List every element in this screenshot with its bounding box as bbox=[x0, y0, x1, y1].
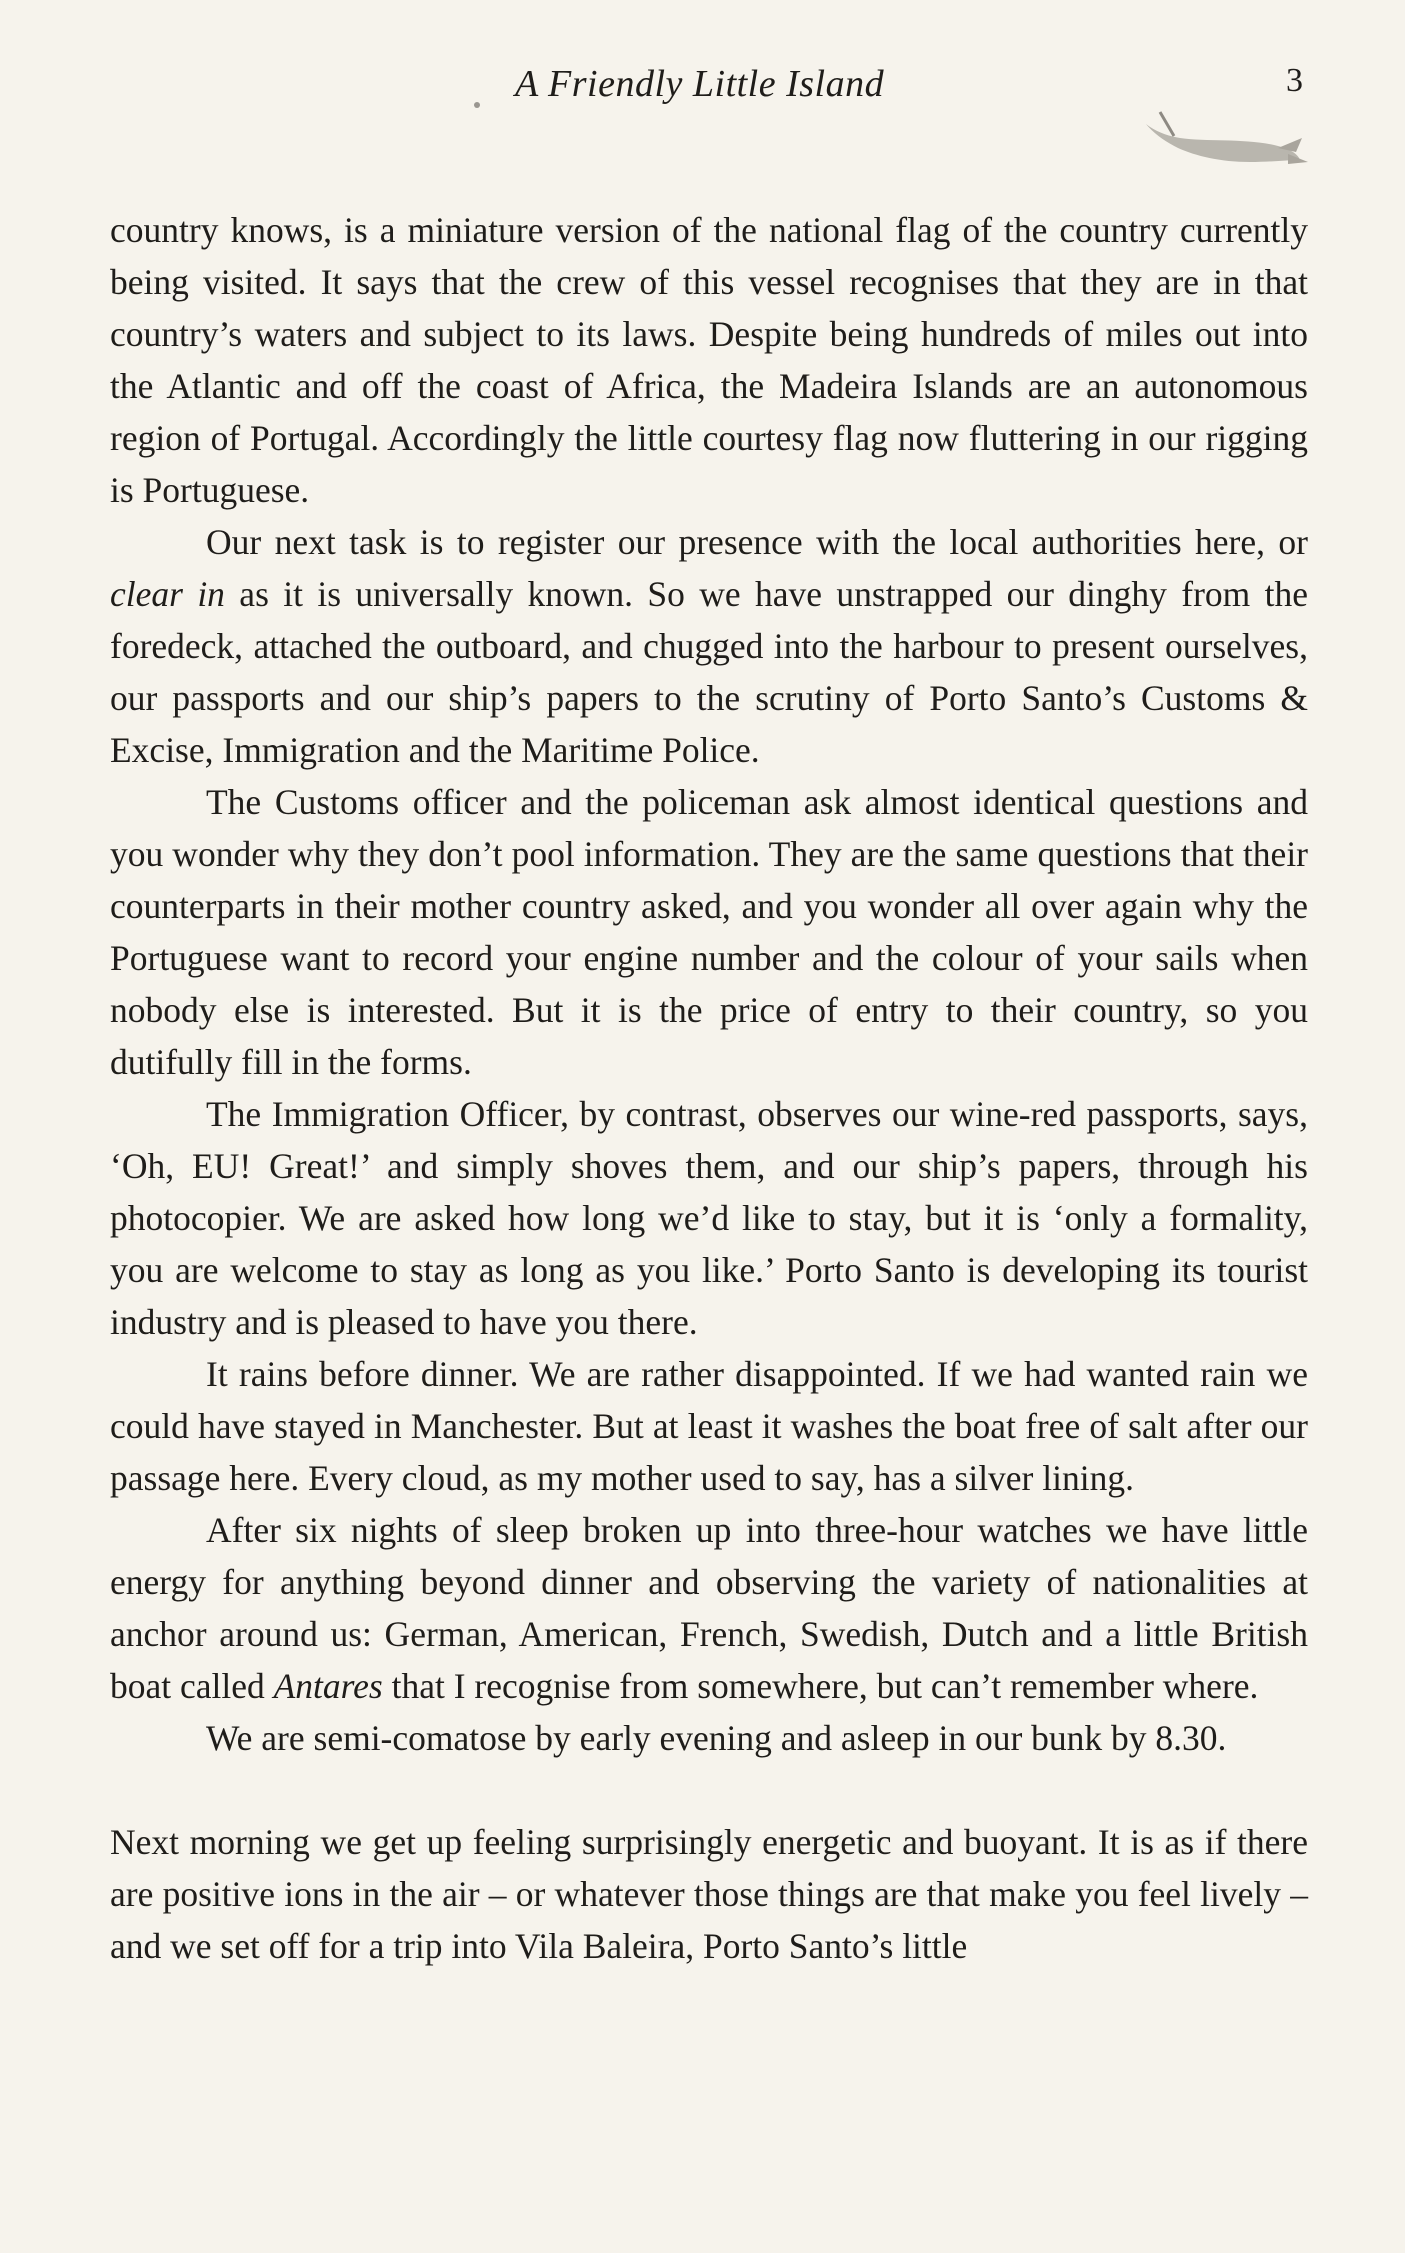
body-text bbox=[110, 204, 1308, 1972]
paragraph-6-end: that I recognise from somewhere, but can’t remember where. bbox=[382, 1666, 1259, 1706]
paragraph-6 bbox=[110, 1504, 1308, 1712]
paragraph-6-start: After six nights of sleep broken up into three-hour watches we have little energy for anything beyond dinner and observing the variety of nationalities at anchor around us: German, American, French, Swedish, Dutch and a little British boat called bbox=[110, 1510, 1308, 1706]
paragraph-1: country knows, is a miniature version of the national flag of the country currently being visited. It says that the crew of this vessel recognises that they are in that country’s waters and subject to its laws. Despite being hundreds of miles out into the Atlantic and off the coast of Africa, the Madeira Islands are an autonomous region of Portugal. Accordingly the little courtesy flag now fluttering in our rigging is Portuguese. bbox=[110, 210, 1308, 510]
paragraph-2-start: Our next task is to register our presence with the local authorities here, or bbox=[206, 522, 1308, 562]
running-head bbox=[0, 58, 1405, 118]
emphasis-boat-name: Antares bbox=[273, 1666, 383, 1706]
whale-icon bbox=[1138, 102, 1308, 172]
paragraph-2 bbox=[110, 516, 1308, 776]
print-speck bbox=[474, 102, 480, 108]
paragraph-5: It rains before dinner. We are rather disappointed. If we had wanted rain we could have stayed in Manchester. But at least it washes the boat free of salt after our passage here. Every cloud, as my mother used to say, has a silver lining. bbox=[110, 1354, 1308, 1498]
page-number: 3 bbox=[1286, 62, 1303, 99]
paragraph-2-end: as it is universally known. So we have unstrapped our dinghy from the foredeck, attached the outboard, and chugged into the harbour to present ourselves, our passports and our ship’s papers to the scrutiny of Porto Santo’s Customs & Excise, Immigration and the Maritime Police. bbox=[110, 574, 1308, 770]
paragraph-7: We are semi-comatose by early evening and asleep in our bunk by 8.30. bbox=[206, 1718, 1227, 1758]
paragraph-3: The Customs officer and the policeman ask almost identical questions and you wonder why they don’t pool information. They are the same questions that their counterparts in their mother country asked, and you wonder all over again why the Portuguese want to record your engine number and the colour of your sails when nobody else is interested. But it is the price of entry to their country, so you dutifully fill in the forms. bbox=[110, 782, 1308, 1082]
running-title: A Friendly Little Island bbox=[515, 63, 885, 105]
emphasis-clear-in: clear in bbox=[110, 574, 225, 614]
paragraph-4: The Immigration Officer, by contrast, observes our wine-red passports, says, ‘Oh, EU! Great!’ and simply shoves them, and our ship’s papers, through his photocopier. We are asked how long we’d like to stay, but it is ‘only a formality, you are welcome to stay as long as you like.’ Porto Santo is developing its tourist industry and is pleased to have you there. bbox=[110, 1094, 1308, 1342]
paragraph-8: Next morning we get up feeling surprisingly energetic and buoyant. It is as if there are positive ions in the air – or whatever those things are that make you feel lively – and we set off for a trip into Vila Baleira, Porto Santo’s little bbox=[110, 1822, 1308, 1966]
